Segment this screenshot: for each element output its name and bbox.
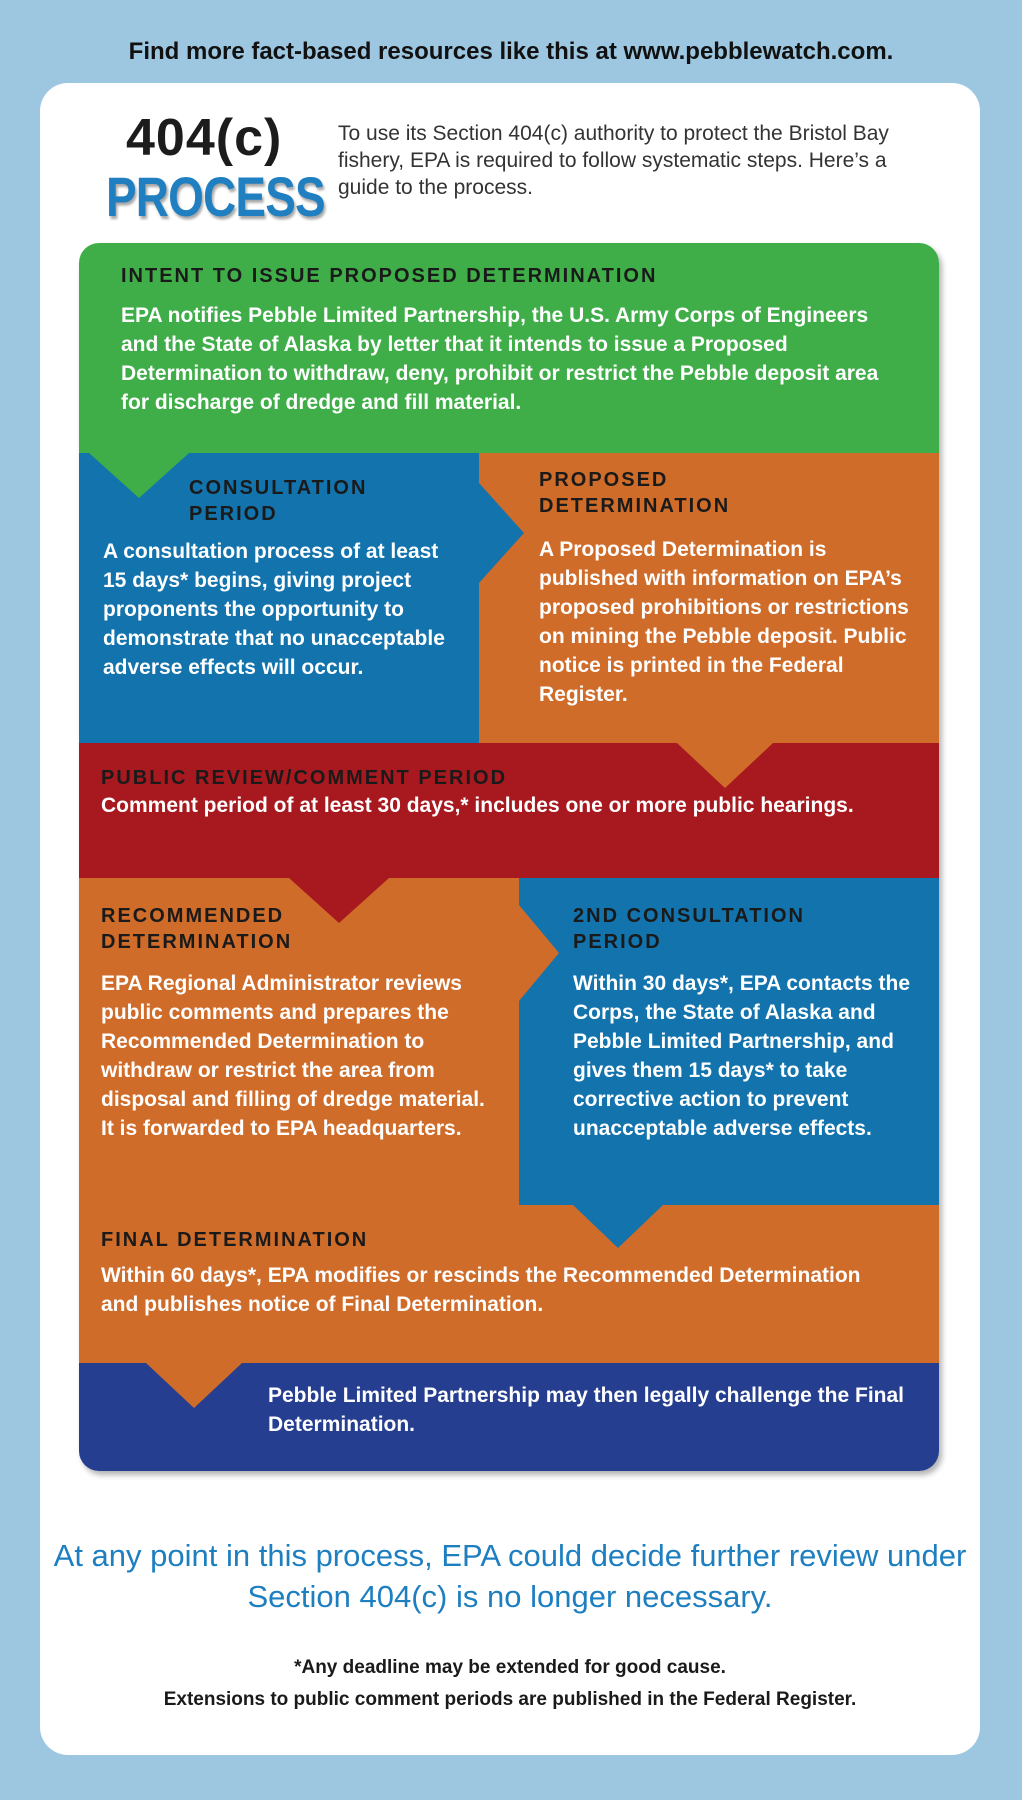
- step-consultation-heading: CONSULTATION PERIOD: [189, 477, 368, 525]
- footnote-line-1: *Any deadline may be extended for good cause.: [294, 1657, 726, 1678]
- down-arrow-pointer: [677, 743, 773, 788]
- process-flowchart: [79, 243, 939, 1471]
- step-final-heading: FINAL DETERMINATION: [101, 1229, 369, 1251]
- down-arrow-pointer: [89, 453, 189, 498]
- down-arrow-pointer: [573, 1205, 663, 1248]
- step-intent-body: EPA notifies Pebble Limited Partnership, the U.S. Army Corps of Engineers and the State of Alaska by letter that it intends to issue a Proposed Determination to withdraw, deny, prohibit or restrict the Pebble deposit area for discharge of dredge and fill material.: [121, 304, 879, 414]
- step-recommended: [79, 878, 519, 1205]
- step-consultation-body: A consultation process of at least 15 days* begins, giving project proponents the opportunity to demonstrate that no unacceptable adverse effects will occur.: [103, 540, 445, 679]
- step-challenge-body: Pebble Limited Partnership may then legally challenge the Final Determination.: [268, 1384, 904, 1436]
- title-404c: 404(c): [126, 109, 283, 167]
- step-proposed-body: A Proposed Determination is published with information on EPA’s proposed prohibitions or restrictions on mining the Pebble deposit. Public notice is printed in the Federal Register.: [539, 538, 909, 706]
- step-public-review-body: Comment period of at least 30 days,* includes one or more public hearings.: [101, 794, 854, 817]
- footer-statement: At any point in this process, EPA could decide further review under Section 404(c) is no longer necessary.: [53, 1538, 967, 1614]
- down-arrow-pointer: [146, 1363, 242, 1408]
- footnote: [40, 1652, 980, 1716]
- step-second-consultation-body: Within 30 days*, EPA contacts the Corps, the State of Alaska and Pebble Limited Partnership, and gives them 15 days* to take corrective action to prevent unacceptable adverse effects.: [573, 972, 911, 1140]
- step-recommended-heading: RECOMMENDED DETERMINATION: [101, 905, 293, 953]
- title-process: PROCESS: [106, 165, 325, 228]
- intro-text: To use its Section 404(c) authority to protect the Bristol Bay fishery, EPA is required to follow systematic steps. Here’s a guide to the process.: [338, 122, 889, 199]
- step-public-review: [79, 743, 939, 878]
- step-proposed: [479, 453, 939, 743]
- step-public-review-heading: PUBLIC REVIEW/COMMENT PERIOD: [101, 767, 508, 789]
- step-final-body: Within 60 days*, EPA modifies or rescinds the Recommended Determination and publishes notice of Final Determination.: [101, 1264, 861, 1316]
- step-second-consultation: [519, 878, 939, 1205]
- step-intent: [79, 243, 939, 453]
- website-banner: Find more fact-based resources like this at www.pebblewatch.com.: [128, 38, 894, 65]
- footnote-line-2: Extensions to public comment periods are published in the Federal Register.: [163, 1689, 857, 1710]
- down-arrow-pointer: [289, 878, 389, 923]
- step-recommended-body: EPA Regional Administrator reviews public comments and prepares the Recommended Determination to withdraw or restrict the area from disposal and filling of dredge material. It is forwarded to EPA headquarters.: [101, 972, 485, 1140]
- right-arrow-pointer: [479, 483, 524, 583]
- step-intent-heading: INTENT TO ISSUE PROPOSED DETERMINATION: [121, 265, 658, 287]
- step-final: [79, 1205, 939, 1363]
- step-second-consultation-heading: 2ND CONSULTATION PERIOD: [573, 905, 805, 953]
- right-arrow-pointer: [519, 905, 559, 1001]
- step-proposed-heading: PROPOSED DETERMINATION: [539, 469, 731, 517]
